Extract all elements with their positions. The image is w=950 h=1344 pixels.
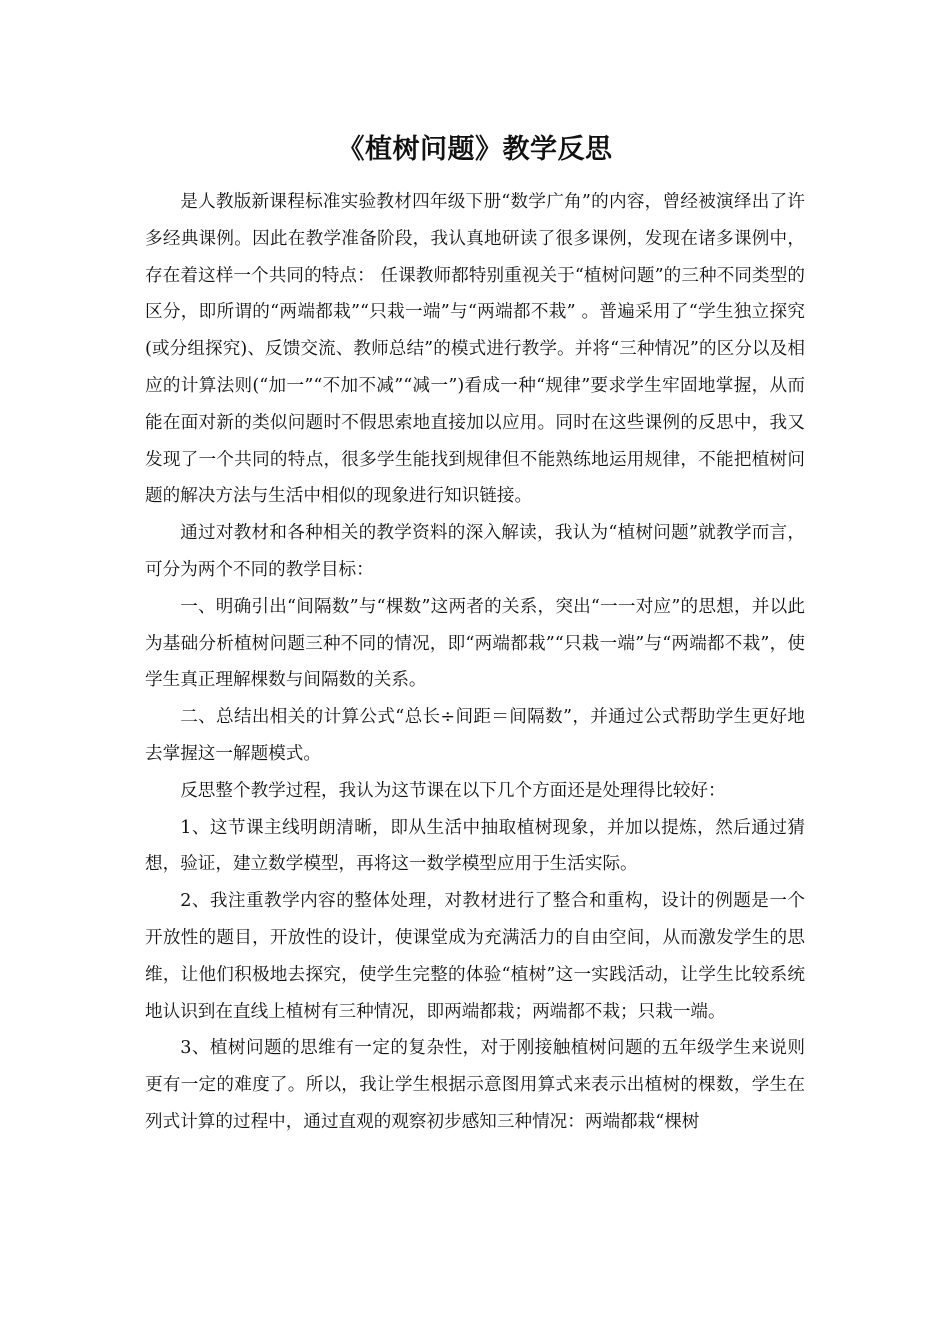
document-title: 《植树问题》教学反思 [337, 134, 613, 165]
paragraph-analysis: 通过对教材和各种相关的教学资料的深入解读，我认为“植树问题”就教学而言，可分为两个不同的教学目标： [145, 523, 805, 580]
document-body [145, 184, 805, 1141]
paragraph-goal-one: 一、明确引出“间隔数”与“棵数”这两者的关系，突出“一一对应”的思想，并以此为基础分析植树问题三种不同的情况，即“两端都栽”“只栽一端”与“两端都不栽”，使学生真正理解棵数与间隔数的关系。 [145, 596, 805, 691]
paragraph-goal-two: 二、总结出相关的计算公式“总长÷间距＝间隔数”，并通过公式帮助学生更好地去掌握这一解题模式。 [145, 707, 805, 764]
paragraph-reflection: 反思整个教学过程，我认为这节课在以下几个方面还是处理得比较好： [180, 780, 726, 801]
paragraph-point-two: 2、我注重教学内容的整体处理，对教材进行了整合和重构，设计的例题是一个开放性的题目，开放性的设计，使课堂成为充满活力的自由空间，从而激发学生的思维，让他们积极地去探究，使学生完整的体验“植树”这一实践活动，让学生比较系统地认识到在直线上植树有三种情况，即两端都栽；两端都不栽；只栽一端。 [145, 891, 805, 1022]
paragraph-point-one: 1、这节课主线明朗清晰，即从生活中抽取植树现象，并加以提炼，然后通过猜想，验证，建立数学模型，再将这一数学模型应用于生活实际。 [145, 817, 805, 875]
paragraph-point-three: 3、植树问题的思维有一定的复杂性，对于刚接触植树问题的五年级学生来说则更有一定的难度了。所以，我让学生根据示意图用算式来表示出植树的棵数，学生在列式计算的过程中，通过直观的观察初步感知三种情况：两端都栽“棵树 [145, 1038, 805, 1132]
paragraph-intro: 是人教版新课程标准实验教材四年级下册“数学广角”的内容，曾经被演绎出了许多经典课例。因此在教学准备阶段，我认真地研读了很多课例，发现在诸多课例中，存在着这样一个共同的特点： 任课教师都特别重视关于“植树问题”的三种不同类型的区分，即所谓的“两端都栽”“只栽一端”与“两端都不栽” 。普遍采用了“学生独立探究(或分组探究)、反馈交流、教师总结”的模式进行教学。并将“三种情况”的区分以及相应的计算法则(“加一”“不加不减”“减一”)看成一种“规律”要求学生牢固地掌握，从而能在面对新的类似问题时不假思索地直接加以应用。同时在这些课例的反思中，我又发现了一个共同的特点，很多学生能找到规律但不能熟练地运用规律，不能把植树问题的解决方法与生活中相似的现象进行知识链接。 [145, 192, 805, 507]
